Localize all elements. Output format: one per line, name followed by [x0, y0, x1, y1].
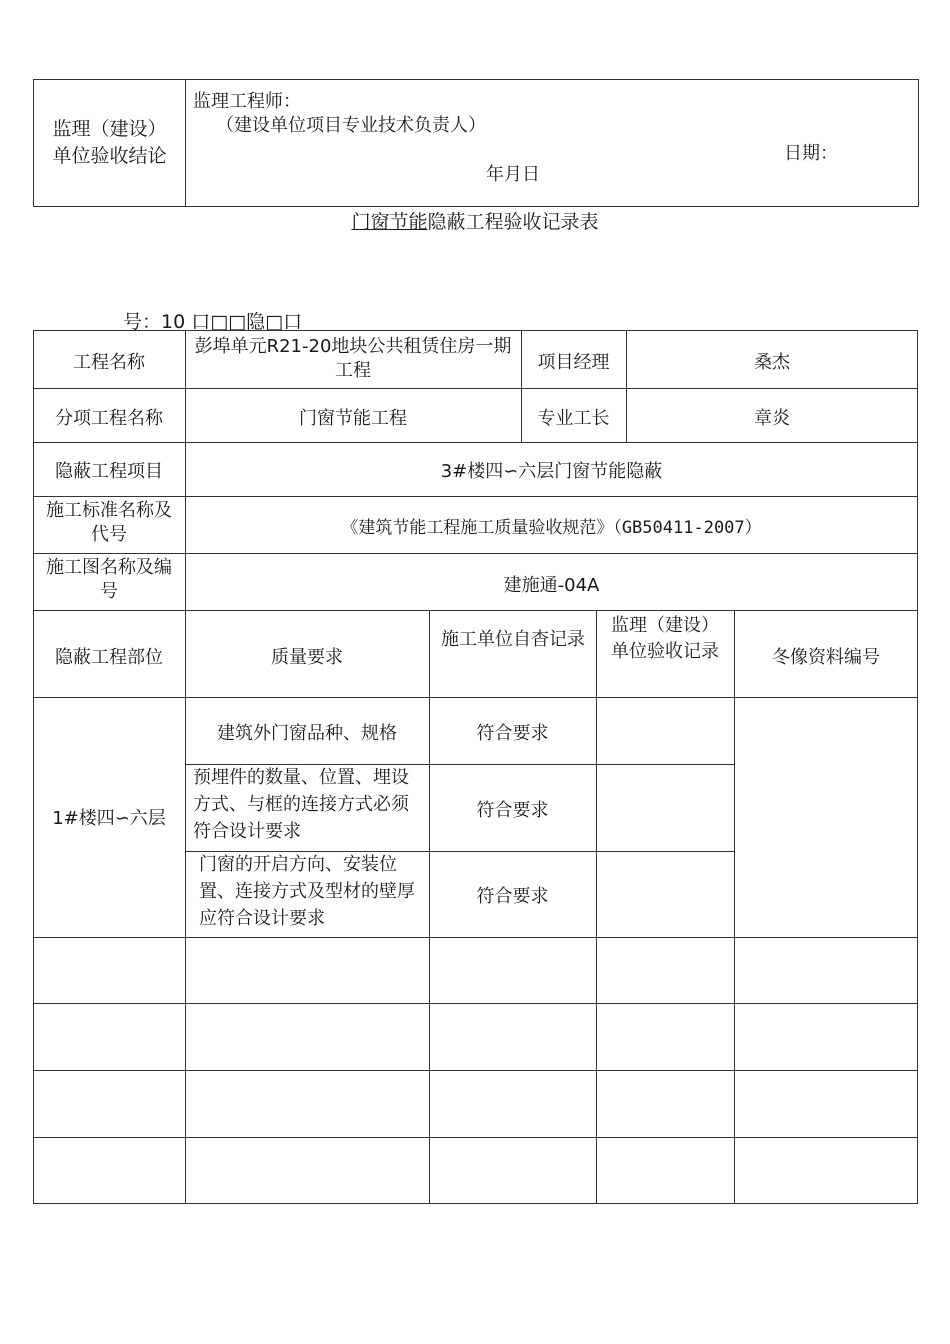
- row3-quality: 门窗的开启方向、安装位置、连接方式及型材的壁厚应符合设计要求: [199, 854, 415, 929]
- part-value: 1#楼四∽六层: [52, 808, 166, 829]
- col-quality-header: 质量要求: [271, 647, 343, 668]
- serial-number: 号：10 口□□隐□口: [123, 311, 303, 333]
- pm-value-text: 桑杰: [754, 352, 790, 373]
- standard-value-text: 《建筑节能工程施工质量验收规范》（GB50411-2007）: [341, 518, 762, 538]
- date-ymd: 年月日: [486, 164, 540, 185]
- row1-self-check: 符合要求: [476, 723, 549, 744]
- col-part-header: 隐蔽工程部位: [55, 647, 163, 668]
- col-self-check-header: 施工单位自杳记录: [441, 629, 585, 650]
- row3-self-check: 符合要求: [476, 886, 549, 907]
- drawing-value-text: 建施通-04A: [503, 575, 600, 596]
- owner-label: （建设单位项目专业技术负责人）: [216, 115, 486, 136]
- engineer-label: 监理工程师：: [193, 91, 301, 112]
- row2-quality: 预埋件的数量、位置、埋设方式、与框的连接方式必须符合设计要求: [193, 767, 409, 842]
- form-title-underlined: 门窗节能: [351, 211, 428, 233]
- hidden-item-value-text: 3#楼四∽六层门窗节能隐蔽: [440, 461, 663, 482]
- form-title-rest: 隐蔽工程验收记录表: [427, 211, 599, 233]
- row1-quality: 建筑外门窗品种、规格: [217, 723, 397, 744]
- foreman-value-text: 章炎: [754, 408, 790, 429]
- standard-label-text: 施工标准名称及代号: [46, 500, 172, 546]
- row2-self-check: 符合要求: [476, 800, 549, 821]
- date-label: 日期：: [784, 143, 838, 164]
- pm-label-text: 项目经理: [537, 352, 610, 373]
- project-name-label-text: 工程名称: [73, 352, 145, 373]
- col-supervisor-header: 监理（建设）单位验收记录: [611, 615, 719, 663]
- hidden-item-label-text: 隐蔽工程项目: [55, 461, 163, 482]
- foreman-label-text: 专业工长: [537, 408, 610, 429]
- col-image-no-header: 冬像资料编号: [772, 647, 880, 668]
- drawing-label-text: 施工图名称及编号: [46, 557, 172, 603]
- project-name-value-text: 彭埠单元R21-20地块公共租赁住房一期工程: [194, 336, 512, 382]
- sub-value-text: 门窗节能工程: [299, 408, 407, 429]
- conclusion-label: 监理（建设） 单位验收结论: [34, 80, 186, 207]
- sub-label-text: 分项工程名称: [55, 408, 163, 429]
